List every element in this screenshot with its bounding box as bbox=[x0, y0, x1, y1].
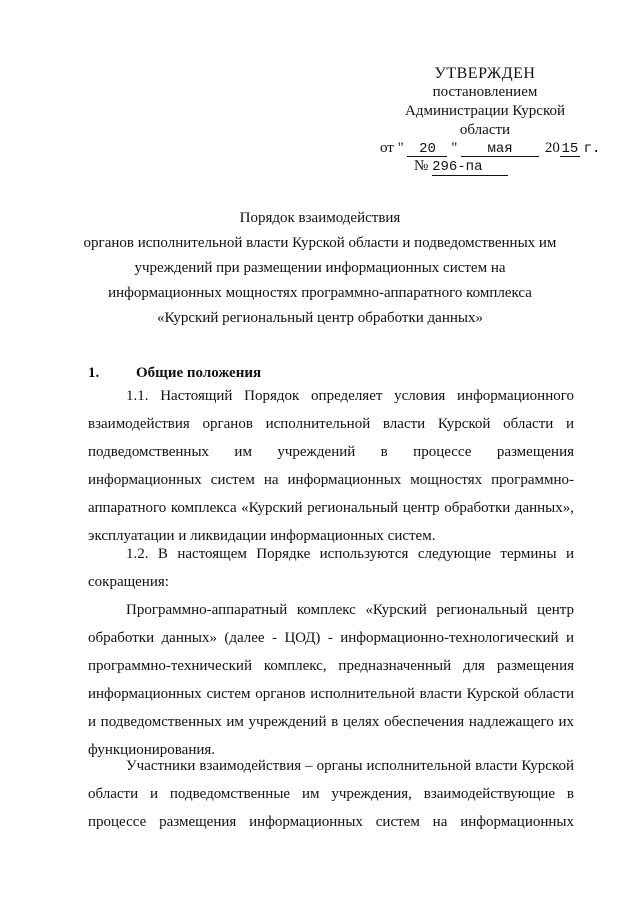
paragraph-line: эксплуатации и ликвидации информационных систем. bbox=[88, 528, 436, 544]
date-month: мая bbox=[461, 142, 539, 157]
paragraph-line: области и подведомственные им учреждения, взаимодействующие в bbox=[88, 786, 574, 802]
paragraph-line: аппаратного комплекса «Курский региональный центр обработки данных», bbox=[88, 500, 574, 516]
paragraph-1-1 bbox=[88, 382, 574, 550]
paragraph-line: сокращения: bbox=[88, 574, 169, 590]
approval-block bbox=[380, 64, 590, 140]
definition-tsod bbox=[88, 596, 574, 764]
heading-line-5: «Курский региональный центр обработки данных» bbox=[157, 310, 483, 326]
paragraph-line: информационных систем на информационных мощностях программно- bbox=[88, 472, 574, 488]
paragraph-line: Участники взаимодействия – органы исполнительной власти Курской bbox=[126, 758, 574, 774]
approval-date bbox=[380, 140, 600, 157]
heading-line-1: Порядок взаимодействия bbox=[239, 210, 401, 226]
date-day: 20 bbox=[407, 142, 447, 157]
paragraph-line: 1.2. В настоящем Порядке используются следующие термины и bbox=[126, 546, 574, 562]
date-year-prefix: 20 bbox=[544, 140, 560, 156]
number-value: 296-па bbox=[432, 160, 508, 176]
heading-line-3: учреждений при размещении информационных систем на bbox=[134, 260, 506, 276]
paragraph-line: обработки данных» (далее - ЦОД) - информационно-технологический и bbox=[88, 630, 574, 646]
section-title: Общие положения bbox=[136, 365, 262, 381]
number-prefix: № bbox=[414, 158, 429, 174]
heading-line-2: органов исполнительной власти Курской области и подведомственных им bbox=[83, 235, 557, 251]
approval-line-3: области bbox=[459, 122, 511, 138]
approval-line-1: постановлением bbox=[432, 84, 538, 100]
approval-line-2: Администрации Курской bbox=[404, 103, 565, 119]
paragraph-line: процессе размещения информационных систем на информационных bbox=[88, 814, 574, 830]
paragraph-line: информационных систем органов исполнительной власти Курской области bbox=[88, 686, 574, 702]
paragraph-line: и подведомственных им учреждений в целях обеспечения надлежащего их bbox=[88, 714, 574, 730]
paragraph-line: Программно-аппаратный комплекс «Курский региональный центр bbox=[126, 602, 574, 618]
document-heading bbox=[60, 206, 580, 331]
approval-number bbox=[414, 158, 508, 176]
paragraph-1-2 bbox=[88, 540, 574, 596]
section-number: 1. bbox=[88, 365, 100, 381]
definition-participants bbox=[88, 752, 574, 836]
paragraph-line: функционирования. bbox=[88, 742, 216, 758]
heading-line-4: информационных мощностях программно-аппаратного комплекса bbox=[108, 285, 532, 301]
date-year-end: г. bbox=[583, 141, 601, 157]
approval-title: УТВЕРЖДЕН bbox=[434, 65, 536, 82]
paragraph-line: 1.1. Настоящий Порядок определяет условия информационного bbox=[126, 388, 574, 404]
paragraph-line: подведомственных им учреждений в процессе размещения bbox=[88, 444, 574, 460]
date-mid: " bbox=[451, 140, 458, 156]
paragraph-line: программно-технический комплекс, предназначенный для размещения bbox=[88, 658, 574, 674]
paragraph-line: взаимодействия органов исполнительной власти Курской области и bbox=[88, 416, 574, 432]
date-prefix: от " bbox=[380, 140, 404, 156]
date-year-suffix: 15 bbox=[561, 141, 579, 157]
section-heading bbox=[88, 365, 261, 382]
